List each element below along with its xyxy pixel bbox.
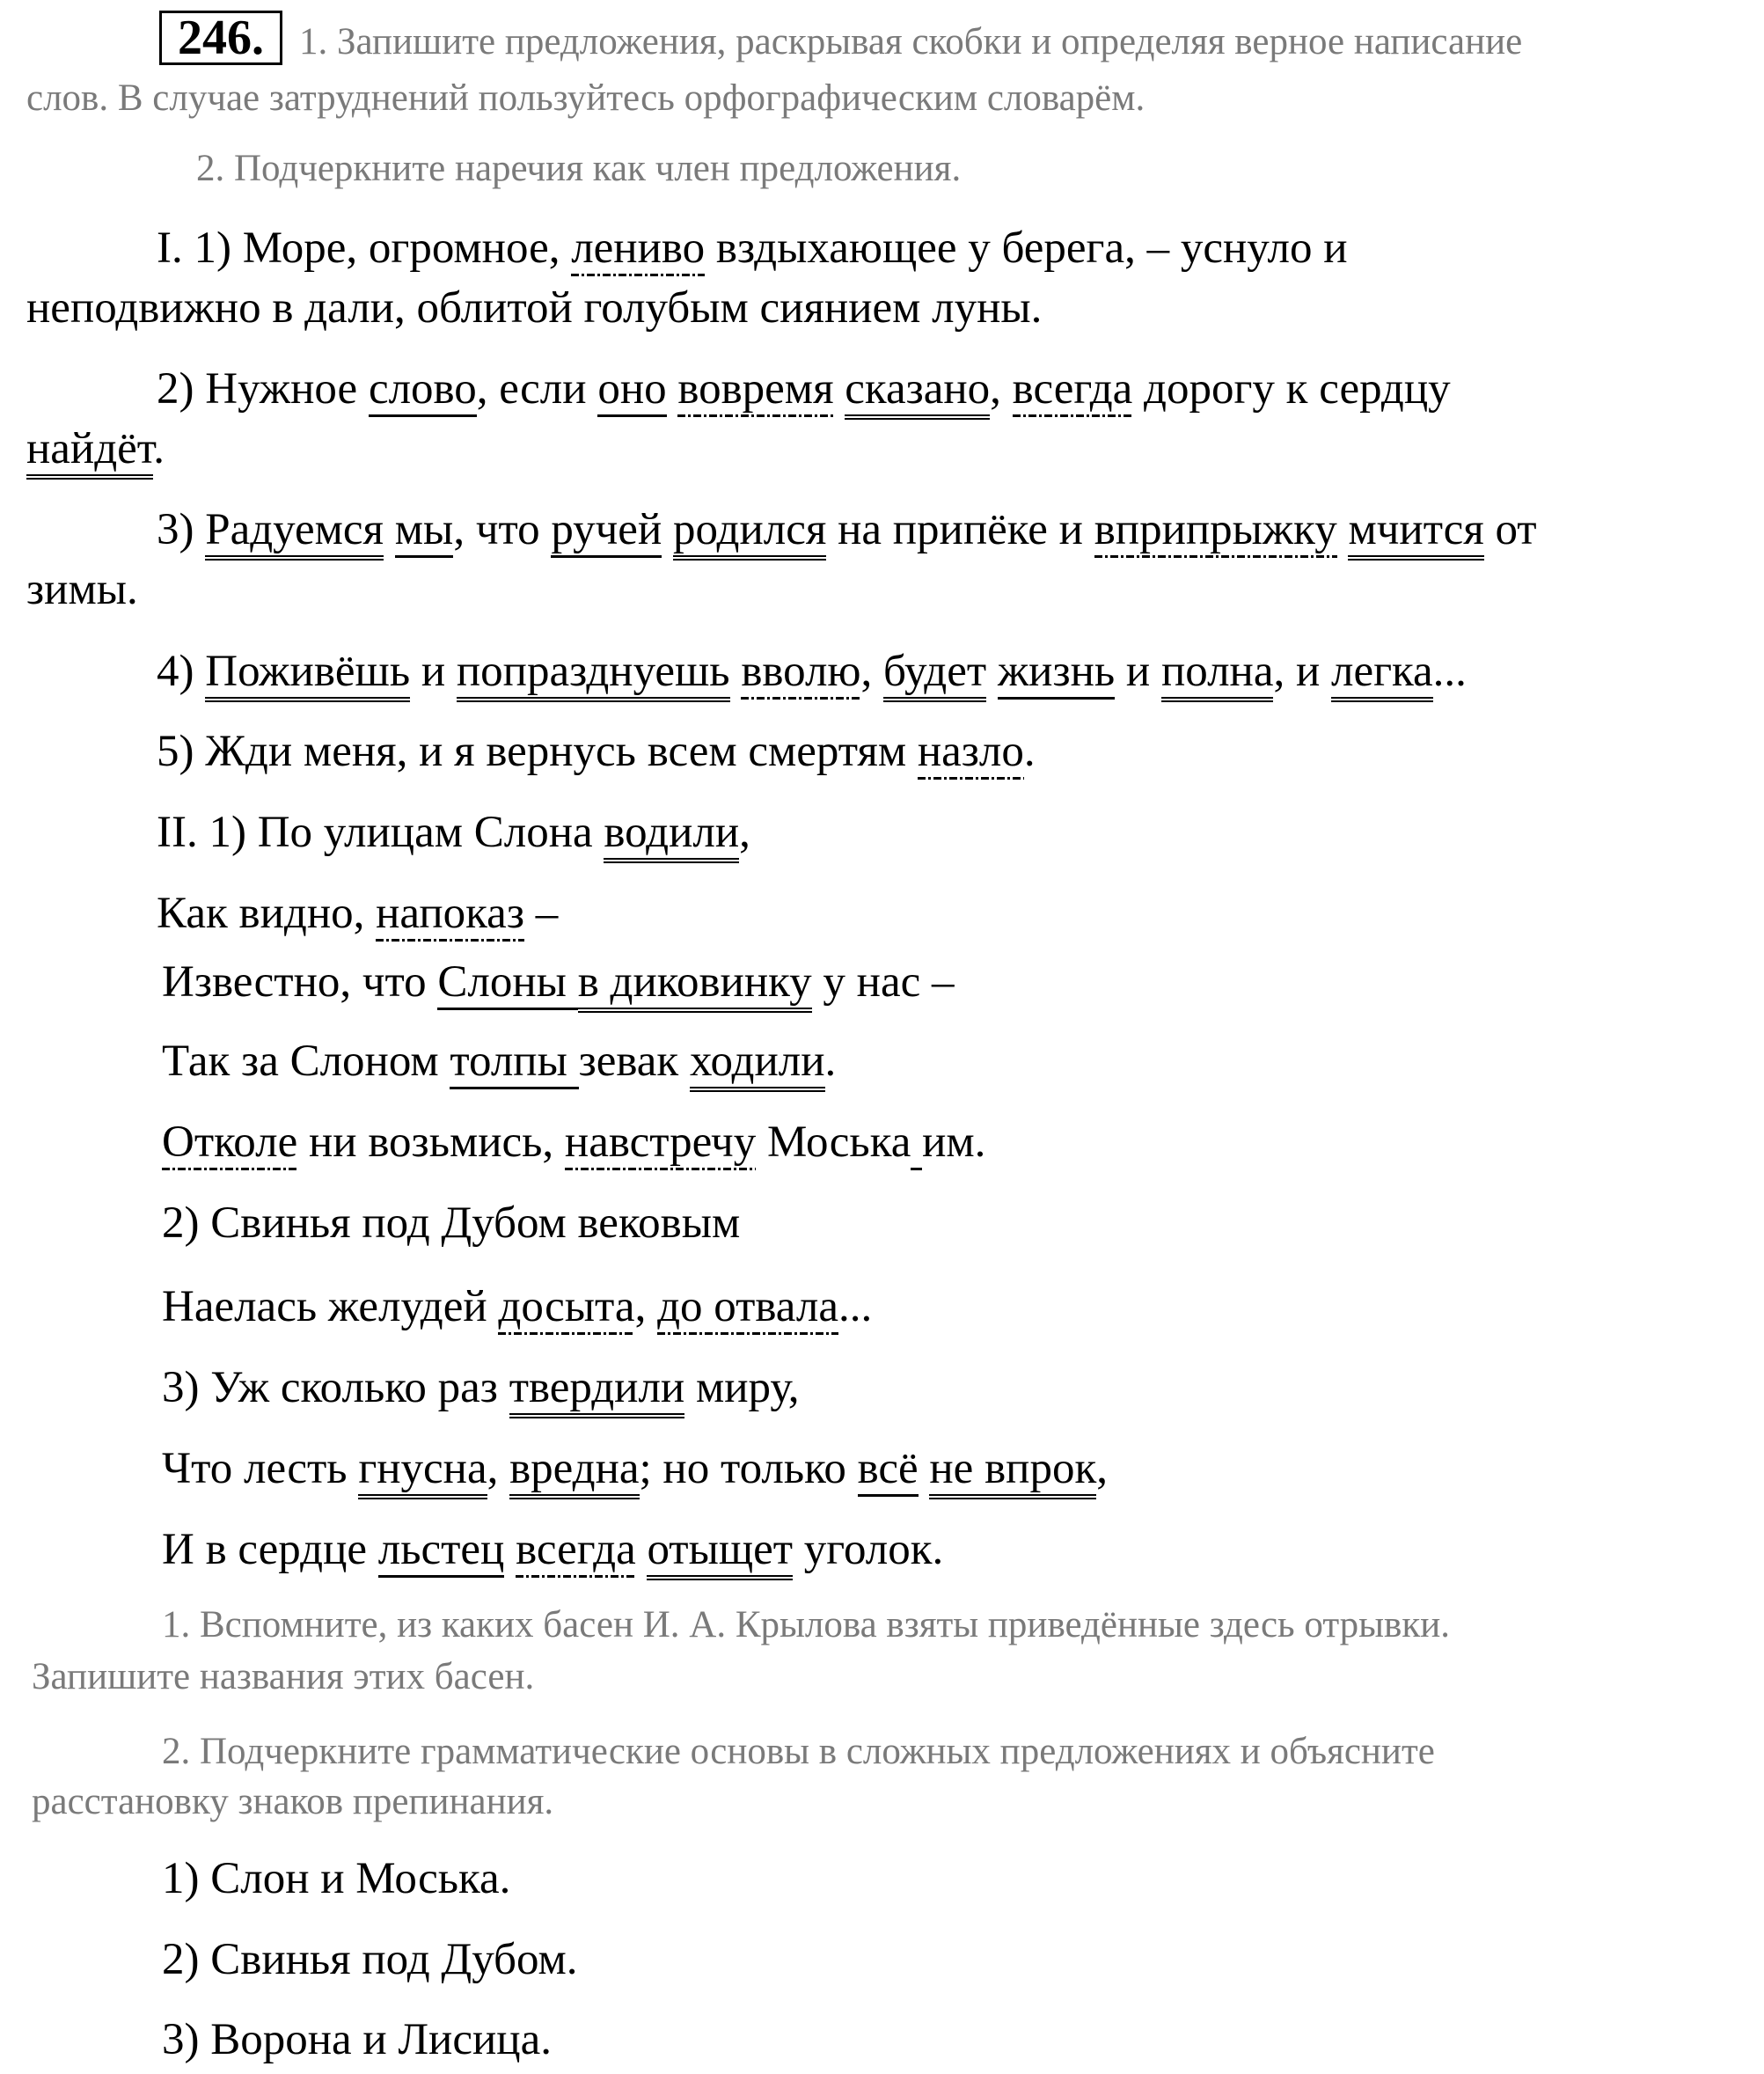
text-segment: , <box>1096 1444 1108 1493</box>
underlined-word-double: не впрок <box>929 1444 1096 1499</box>
underlined-word-double: будет <box>883 647 986 702</box>
text-segment: , <box>487 1444 510 1493</box>
text-segment: ... <box>838 1282 873 1331</box>
text-segment <box>919 1444 930 1493</box>
underlined-word-double: в диковинку <box>578 957 812 1013</box>
text-line <box>26 563 138 616</box>
text-segment: И в сердце <box>162 1525 378 1574</box>
text-line <box>162 1852 510 1905</box>
underlined-word-single: оно <box>597 364 666 417</box>
underlined-word-double: Радуемся <box>205 505 384 561</box>
underlined-word-dashdot: Отколе <box>162 1118 297 1170</box>
text-segment <box>1337 505 1349 554</box>
text-segment: зимы. <box>26 565 138 614</box>
underlined-word-dashdot: до отвала <box>657 1282 838 1335</box>
text-line <box>157 725 1036 778</box>
underlined-word-double: Поживёшь <box>205 647 410 702</box>
text-segment: 1. Вспомните, из каких басен И. А. Крылова взяты приведённые здесь отрывки. <box>162 1604 1451 1645</box>
text-line <box>162 956 955 1008</box>
text-segment: , если <box>476 364 598 414</box>
text-segment: , что <box>453 505 552 554</box>
instruction-line <box>196 146 961 192</box>
text-line <box>157 887 558 940</box>
underlined-word-dashdot: досыта <box>498 1282 634 1335</box>
underlined-word-double: родился <box>673 505 826 561</box>
instruction-line <box>32 1779 553 1825</box>
text-segment: ни возьмись, <box>297 1118 565 1167</box>
text-segment: зевак <box>578 1037 690 1086</box>
instruction-line <box>299 19 1522 65</box>
text-segment <box>986 647 998 696</box>
text-line <box>162 1035 836 1088</box>
text-segment: , <box>990 364 1013 414</box>
underlined-word-double: вредна <box>509 1444 639 1499</box>
instruction-line <box>162 1602 1450 1648</box>
instruction-line <box>26 76 1145 121</box>
text-segment <box>667 364 678 414</box>
underlined-word-single: жизнь <box>998 647 1115 700</box>
underlined-word-double: ходили <box>690 1037 825 1092</box>
text-segment: и <box>1115 647 1161 696</box>
text-segment: Моська <box>756 1118 911 1167</box>
underlined-word-double: водили <box>604 808 739 863</box>
underlined-word-single: мы <box>395 505 454 558</box>
text-segment: Известно, что <box>162 957 438 1007</box>
text-segment: 1. Запишите предложения, раскрывая скобки и определяя верное написание <box>299 21 1523 62</box>
text-line <box>162 1116 985 1169</box>
underlined-word-dashdot: вволю <box>741 647 860 700</box>
underlined-word-single: ручей <box>551 505 662 558</box>
text-segment: ; но только <box>639 1444 858 1493</box>
underlined-word-double: полна <box>1161 647 1274 702</box>
text-segment: Запишите названия этих басен. <box>32 1656 535 1697</box>
text-segment: , и <box>1273 647 1332 696</box>
text-segment: 3) Ворона и Лисица. <box>162 2015 552 2064</box>
text-segment: миру, <box>684 1363 800 1412</box>
underlined-word-double: попразднуешь <box>457 647 730 702</box>
text-segment: 3) <box>157 505 206 554</box>
text-segment: 4) <box>157 647 206 696</box>
text-segment: уголок. <box>793 1525 944 1574</box>
text-segment: вздыхающее у берега, – уснуло и <box>705 224 1348 273</box>
text-line <box>157 222 1348 275</box>
text-segment: , <box>860 647 884 696</box>
text-segment: I. 1) Море, огромное, <box>157 224 572 273</box>
text-line <box>157 503 1537 556</box>
text-segment: 5) Жди меня, и я вернусь всем смертям <box>157 727 918 776</box>
text-line <box>162 1523 943 1576</box>
text-segment: , <box>634 1282 658 1331</box>
text-segment: у нас – <box>811 957 955 1007</box>
text-segment: неподвижно в дали, облитой голубым сиянием луны. <box>26 283 1043 333</box>
text-segment: 3) Уж сколько раз <box>162 1363 509 1412</box>
underlined-word-single: льстец <box>378 1525 505 1578</box>
underlined-word-dashdot: всегда <box>516 1525 636 1578</box>
text-segment: 1) Слон и Моська. <box>162 1854 511 1903</box>
text-segment <box>384 505 395 554</box>
text-line <box>157 806 750 859</box>
text-segment: слов. В случае затруднений пользуйтесь орфографическим словарём. <box>26 77 1146 119</box>
underlined-word-dashdot: всегда <box>1013 364 1133 417</box>
underlined-word-dashdot: напоказ <box>376 889 524 942</box>
exercise-number: 246. <box>159 11 282 65</box>
underlined-word-single: слово <box>369 364 477 417</box>
text-segment <box>834 364 845 414</box>
underlined-word-single: всё <box>858 1444 919 1497</box>
text-segment: Так за Слоном <box>162 1037 450 1086</box>
text-segment: им. <box>922 1118 986 1167</box>
text-segment: – <box>523 889 559 938</box>
underlined-word-double: отыщет <box>647 1525 793 1580</box>
text-segment: ... <box>1432 647 1467 696</box>
text-segment: 2) Нужное <box>157 364 369 414</box>
underlined-word-double: мчится <box>1348 505 1483 561</box>
text-segment: 2. Подчеркните грамматические основы в сложных предложениях и объясните <box>162 1731 1435 1772</box>
text-segment: 2) Свинья под Дубом вековым <box>162 1198 741 1248</box>
text-segment: . <box>153 424 165 473</box>
text-line <box>162 1197 740 1250</box>
text-line <box>162 1280 872 1333</box>
text-segment: Наелась желудей <box>162 1282 499 1331</box>
instruction-line <box>32 1654 534 1700</box>
text-segment: Как видно, <box>157 889 377 938</box>
text-line <box>162 2013 552 2066</box>
underlined-word-single: Слоны <box>437 957 577 1010</box>
text-segment: от <box>1483 505 1537 554</box>
underlined-word-dashdot: вовремя <box>677 364 833 417</box>
underlined-word-single <box>911 1118 922 1170</box>
text-segment: . <box>1023 727 1036 776</box>
text-segment: Что лесть <box>162 1444 359 1493</box>
text-segment <box>636 1525 648 1574</box>
text-segment: , <box>739 808 750 857</box>
underlined-word-dashdot: назло <box>918 727 1024 780</box>
underlined-word-dashdot: навстречу <box>565 1118 756 1170</box>
text-line <box>162 1442 1108 1495</box>
underlined-word-dashdot: вприпрыжку <box>1094 505 1337 558</box>
text-segment <box>730 647 742 696</box>
text-segment: 2. Подчеркните наречия как член предложения. <box>196 148 962 189</box>
underlined-word-double: найдёт <box>26 424 153 480</box>
text-segment: . <box>824 1037 837 1086</box>
underlined-word-single: толпы <box>450 1037 578 1089</box>
underlined-word-double: твердили <box>509 1363 685 1418</box>
text-segment: II. 1) По улицам Слона <box>157 808 604 857</box>
text-line <box>26 422 165 475</box>
text-segment: 2) Свинья под Дубом. <box>162 1935 578 1984</box>
text-segment <box>662 505 673 554</box>
instruction-line <box>162 1729 1435 1775</box>
text-line <box>157 363 1451 415</box>
text-segment: расстановку знаков препинания. <box>32 1781 554 1822</box>
text-line <box>26 282 1042 334</box>
text-line <box>162 1933 578 1986</box>
underlined-word-double: гнусна <box>358 1444 487 1499</box>
underlined-word-dashdot: лениво <box>571 224 705 276</box>
text-segment: на припёке и <box>826 505 1094 554</box>
text-segment: и <box>410 647 457 696</box>
text-segment <box>504 1525 516 1574</box>
text-segment: дорогу к сердцу <box>1132 364 1451 414</box>
text-line <box>157 645 1467 698</box>
underlined-word-double: легка <box>1331 647 1433 702</box>
underlined-word-double: сказано <box>845 364 990 420</box>
text-line <box>162 1361 800 1414</box>
